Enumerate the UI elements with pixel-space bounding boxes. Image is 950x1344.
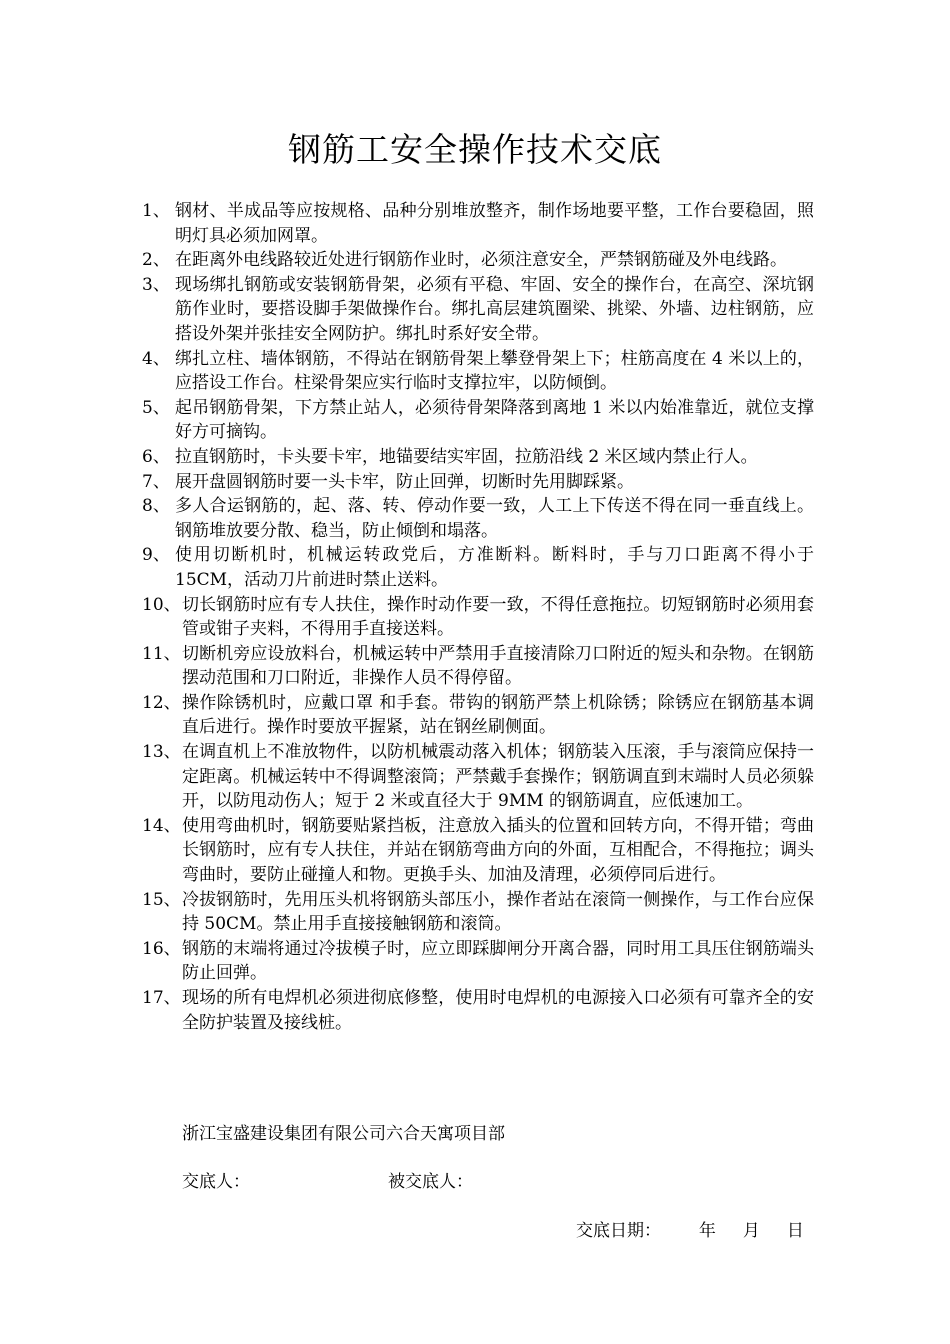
item-number: 13、 (142, 742, 181, 763)
list-item (142, 199, 814, 248)
item-text: 起吊钢筋骨架，下方禁止站人，必须待骨架降落到离地 1 米以内始准靠近，就位支撑好方可摘钩。 (175, 397, 814, 443)
item-number: 17、 (142, 988, 181, 1008)
item-number: 2、 (142, 250, 170, 271)
item-text: 绑扎立柱、墙体钢筋，不得站在钢筋骨架上攀登骨架上下；柱筋高度在 4 米以上的，应搭设工作台。柱梁骨架应实行临时支撑拉牢，以防倾倒。 (175, 348, 814, 394)
list-item (142, 986, 814, 1035)
document-title: 钢筋工安全操作技术交底 (288, 130, 662, 169)
list-item (142, 888, 814, 937)
list-item (142, 593, 814, 642)
safety-items-list (142, 199, 814, 1035)
item-number: 11、 (142, 643, 181, 664)
item-text: 展开盘圆钢筋时要一头卡牢，防止回弹，切断时先用脚踩紧。 (175, 471, 634, 492)
list-item (142, 814, 814, 888)
list-item (142, 642, 814, 691)
list-item (142, 347, 814, 396)
item-number: 5、 (142, 397, 170, 418)
item-number: 6、 (142, 446, 170, 467)
item-text: 钢材、半成品等应按规格、品种分别堆放整齐，制作场地要平整，工作台要稳固，照明灯具必须加网罩。 (175, 201, 814, 246)
item-text: 冷拔钢筋时，先用压头机将钢筋头部压小，操作者站在滚筒一侧操作，与工作台应保持 50CM。禁止用手直接接触钢筋和滚筒。 (182, 889, 814, 935)
list-item (142, 248, 814, 273)
list-item (142, 494, 814, 543)
item-text: 拉直钢筋时，卡头要卡牢，地锚要结实牢固，拉筋沿线 2 米区域内禁止行人。 (175, 446, 758, 467)
item-text: 钢筋的末端将通过冷拔模子时，应立即踩脚闸分开离合器，同时用工具压住钢筋端头防止回弹。 (182, 938, 814, 984)
list-item (142, 740, 814, 814)
item-number: 16、 (142, 938, 181, 959)
item-number: 9、 (142, 545, 170, 566)
item-number: 1、 (142, 201, 170, 221)
item-text: 切长钢筋时应有专人扶住，操作时动作要一致，不得任意拖拉。切短钢筋时必须用套管或钳子夹料，不得用手直接送料。 (182, 594, 814, 640)
item-number: 4、 (142, 348, 170, 369)
item-number: 15、 (142, 889, 181, 910)
list-item (142, 937, 814, 986)
item-text: 操作除锈机时，应戴口罩 和手套。带钩的钢筋严禁上机除锈；除锈应在钢筋基本调直后进行。操作时要放平握紧，站在钢丝刷侧面。 (182, 692, 814, 738)
item-text: 切断机旁应设放料台，机械运转中严禁用手直接清除刀口附近的短头和杂物。在钢筋摆动范围和刀口附近，非操作人员不得停留。 (182, 643, 814, 689)
item-text: 现场绑扎钢筋或安装钢筋骨架，必须有平稳、牢固、安全的操作台，在高空、深坑钢筋作业时，要搭设脚手架做操作台。绑扎高层建筑圈梁、挑梁、外墙、边柱钢筋，应搭设外架并张挂安全网防护。绑扎时系好安全带。 (175, 274, 814, 344)
item-text: 在调直机上不准放物件，以防机械震动落入机体；钢筋装入压滚，手与滚筒应保持一定距离。机械运转中不得调整滚筒；严禁戴手套操作；钢筋调直到末端时人员必须躲开，以防甩动伤人；短于 2 米或直径大于 9MM 的钢筋调直，应低速加工。 (182, 742, 814, 812)
item-text: 使用弯曲机时，钢筋要贴紧挡板，注意放入插头的位置和回转方向，不得开错；弯曲长钢筋时，应有专人扶住，并站在钢筋弯曲方向的外面，互相配合，不得拖拉；调头弯曲时，要防止碰撞人和物。更换手头、加油及清理，必须停同后进行。 (182, 815, 814, 886)
item-number: 8、 (142, 496, 170, 517)
item-number: 3、 (142, 274, 170, 295)
item-text: 多人合运钢筋的，起、落、转、停动作要一致，人工上下传送不得在同一垂直线上。钢筋堆放要分散、稳当，防止倾倒和塌落。 (175, 496, 814, 541)
item-text: 使用切断机时，机械运转政党后，方准断料。断料时，手与刀口距离不得小于 15CM，活动刀片前进时禁止送料。 (175, 545, 814, 590)
company-name: 浙江宝盛建设集团有限公司六合天寓项目部 (182, 1124, 505, 1144)
list-item (142, 396, 814, 445)
item-text: 现场的所有电焊机必须进彻底修整，使用时电焊机的电源接入口必须有可靠齐全的安全防护装置及接线桩。 (182, 988, 814, 1033)
list-item (142, 543, 814, 592)
handover-person-label: 交底人： (182, 1172, 250, 1192)
item-text: 在距离外电线路较近处进行钢筋作业时，必须注意安全，严禁钢筋碰及外电线路。 (175, 250, 787, 271)
list-item (142, 470, 814, 495)
item-number: 10、 (142, 594, 181, 615)
item-number: 12、 (142, 692, 181, 713)
receiver-person-label: 被交底人： (388, 1172, 473, 1192)
item-number: 14、 (142, 815, 181, 836)
item-number: 7、 (142, 471, 170, 492)
list-item (142, 445, 814, 470)
list-item (142, 691, 814, 740)
list-item (142, 273, 814, 347)
handover-date-label: 交底日期： 年 月 日 (576, 1221, 804, 1241)
